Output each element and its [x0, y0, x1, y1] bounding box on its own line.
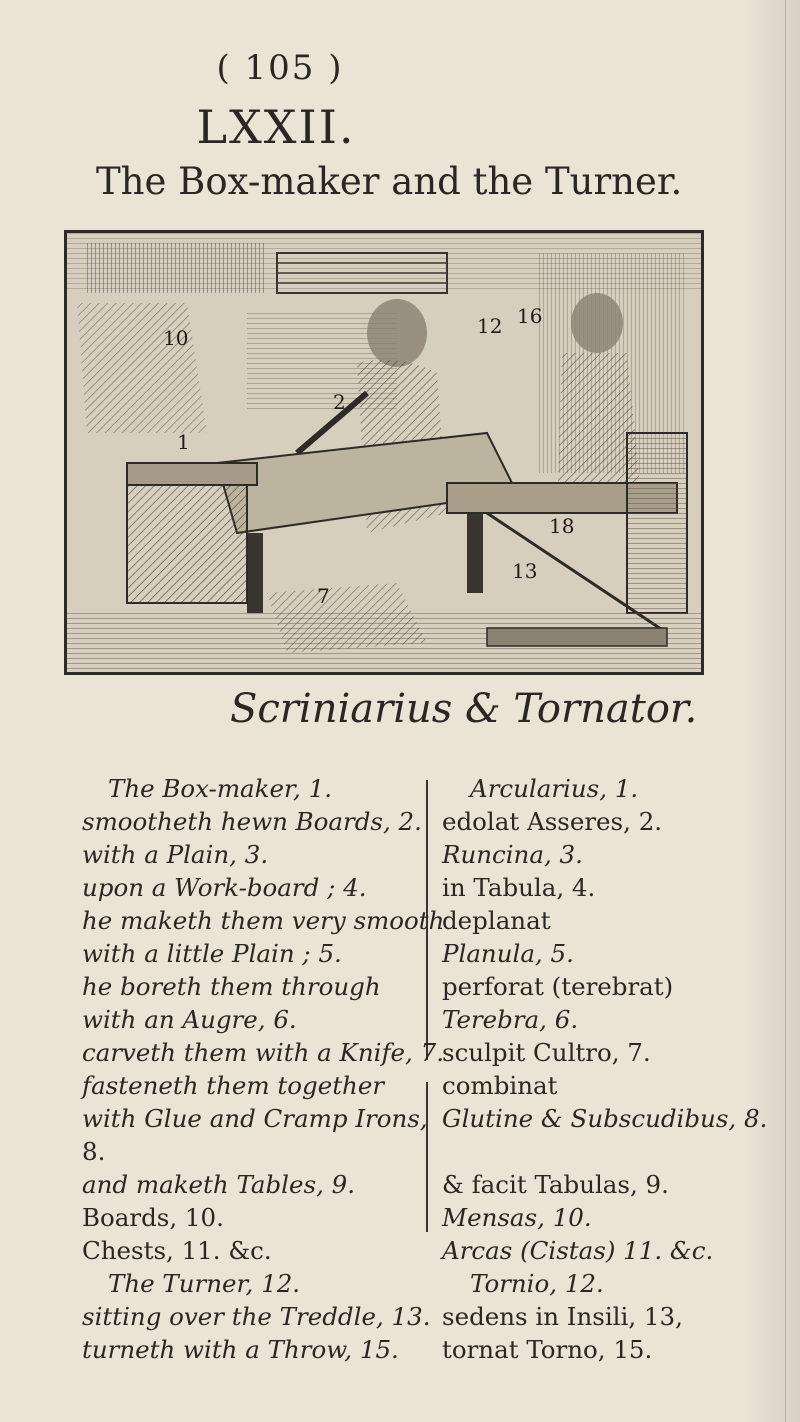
text-line: The Box-maker, 1. — [108, 774, 332, 803]
text-line: Terebra, 6. — [442, 1005, 579, 1034]
text-line: sculpit Cultro, 7. — [442, 1038, 651, 1067]
text-line: smootheth hewn Boards, 2. — [82, 807, 422, 836]
page-number: ( 105 ) — [216, 48, 344, 88]
text-line: in Tabula, 4. — [442, 873, 596, 902]
text-line: Arcularius, 1. — [470, 774, 639, 803]
text-line: upon a Work-board ; 4. — [82, 873, 367, 902]
chapter-number: LXXII. — [196, 100, 356, 154]
text-line: with an Augre, 6. — [82, 1005, 297, 1034]
figure-number: 12 — [477, 314, 503, 338]
figure-number: 10 — [163, 326, 189, 350]
text-line: combinat — [442, 1071, 558, 1100]
text-line: edolat Asseres, 2. — [442, 807, 663, 836]
text-line: The Turner, 12. — [108, 1269, 301, 1298]
text-line: sedens in Insili, 13, — [442, 1302, 683, 1331]
text-line: Mensas, 10. — [442, 1203, 592, 1232]
figure-number: 1 — [177, 430, 190, 454]
text-line: turneth with a Throw, 15. — [82, 1335, 399, 1364]
text-line: Arcas (Cistas) 11. &c. — [442, 1236, 714, 1265]
text-line: he maketh them very smooth — [82, 906, 445, 935]
text-line: Runcina, 3. — [442, 840, 583, 869]
figure-number: 2 — [333, 390, 346, 414]
text-line: with Glue and Cramp Irons, — [82, 1104, 428, 1133]
figure-number: 16 — [517, 304, 543, 328]
text-line: perforat (terebrat) — [442, 972, 674, 1001]
text-line: carveth them with a Knife, 7. — [82, 1038, 444, 1067]
text-line: Planula, 5. — [442, 939, 574, 968]
text-line: Boards, 10. — [82, 1203, 224, 1232]
text-line — [434, 1135, 794, 1168]
latin-title: Scriniarius & Tornator. — [230, 686, 698, 732]
text-line: he boreth them through — [82, 972, 381, 1001]
text-line: Glutine & Subscudibus, 8. — [442, 1104, 768, 1133]
page-title: The Box-maker and the Turner. — [96, 160, 683, 203]
figure-number: 18 — [549, 514, 575, 538]
engraving-plate — [64, 230, 704, 675]
figure-number: 7 — [317, 584, 330, 608]
text-line: with a Plain, 3. — [82, 840, 269, 869]
text-line: with a little Plain ; 5. — [82, 939, 342, 968]
text-line: sitting over the Treddle, 13. — [82, 1302, 431, 1331]
text-line: Tornio, 12. — [470, 1269, 604, 1298]
text-line: and maketh Tables, 9. — [82, 1170, 356, 1199]
text-line: Chests, 11. &c. — [82, 1236, 272, 1265]
text-line: 8. — [82, 1137, 106, 1166]
figure-number: 13 — [512, 559, 538, 583]
latin-column — [434, 772, 794, 1366]
text-line: tornat Torno, 15. — [442, 1335, 653, 1364]
page-edge — [785, 0, 786, 1422]
text-line: & facit Tabulas, 9. — [442, 1170, 669, 1199]
workshop-engraving — [67, 233, 701, 672]
text-line: fasteneth them together — [82, 1071, 385, 1100]
text-line: deplanat — [442, 906, 551, 935]
